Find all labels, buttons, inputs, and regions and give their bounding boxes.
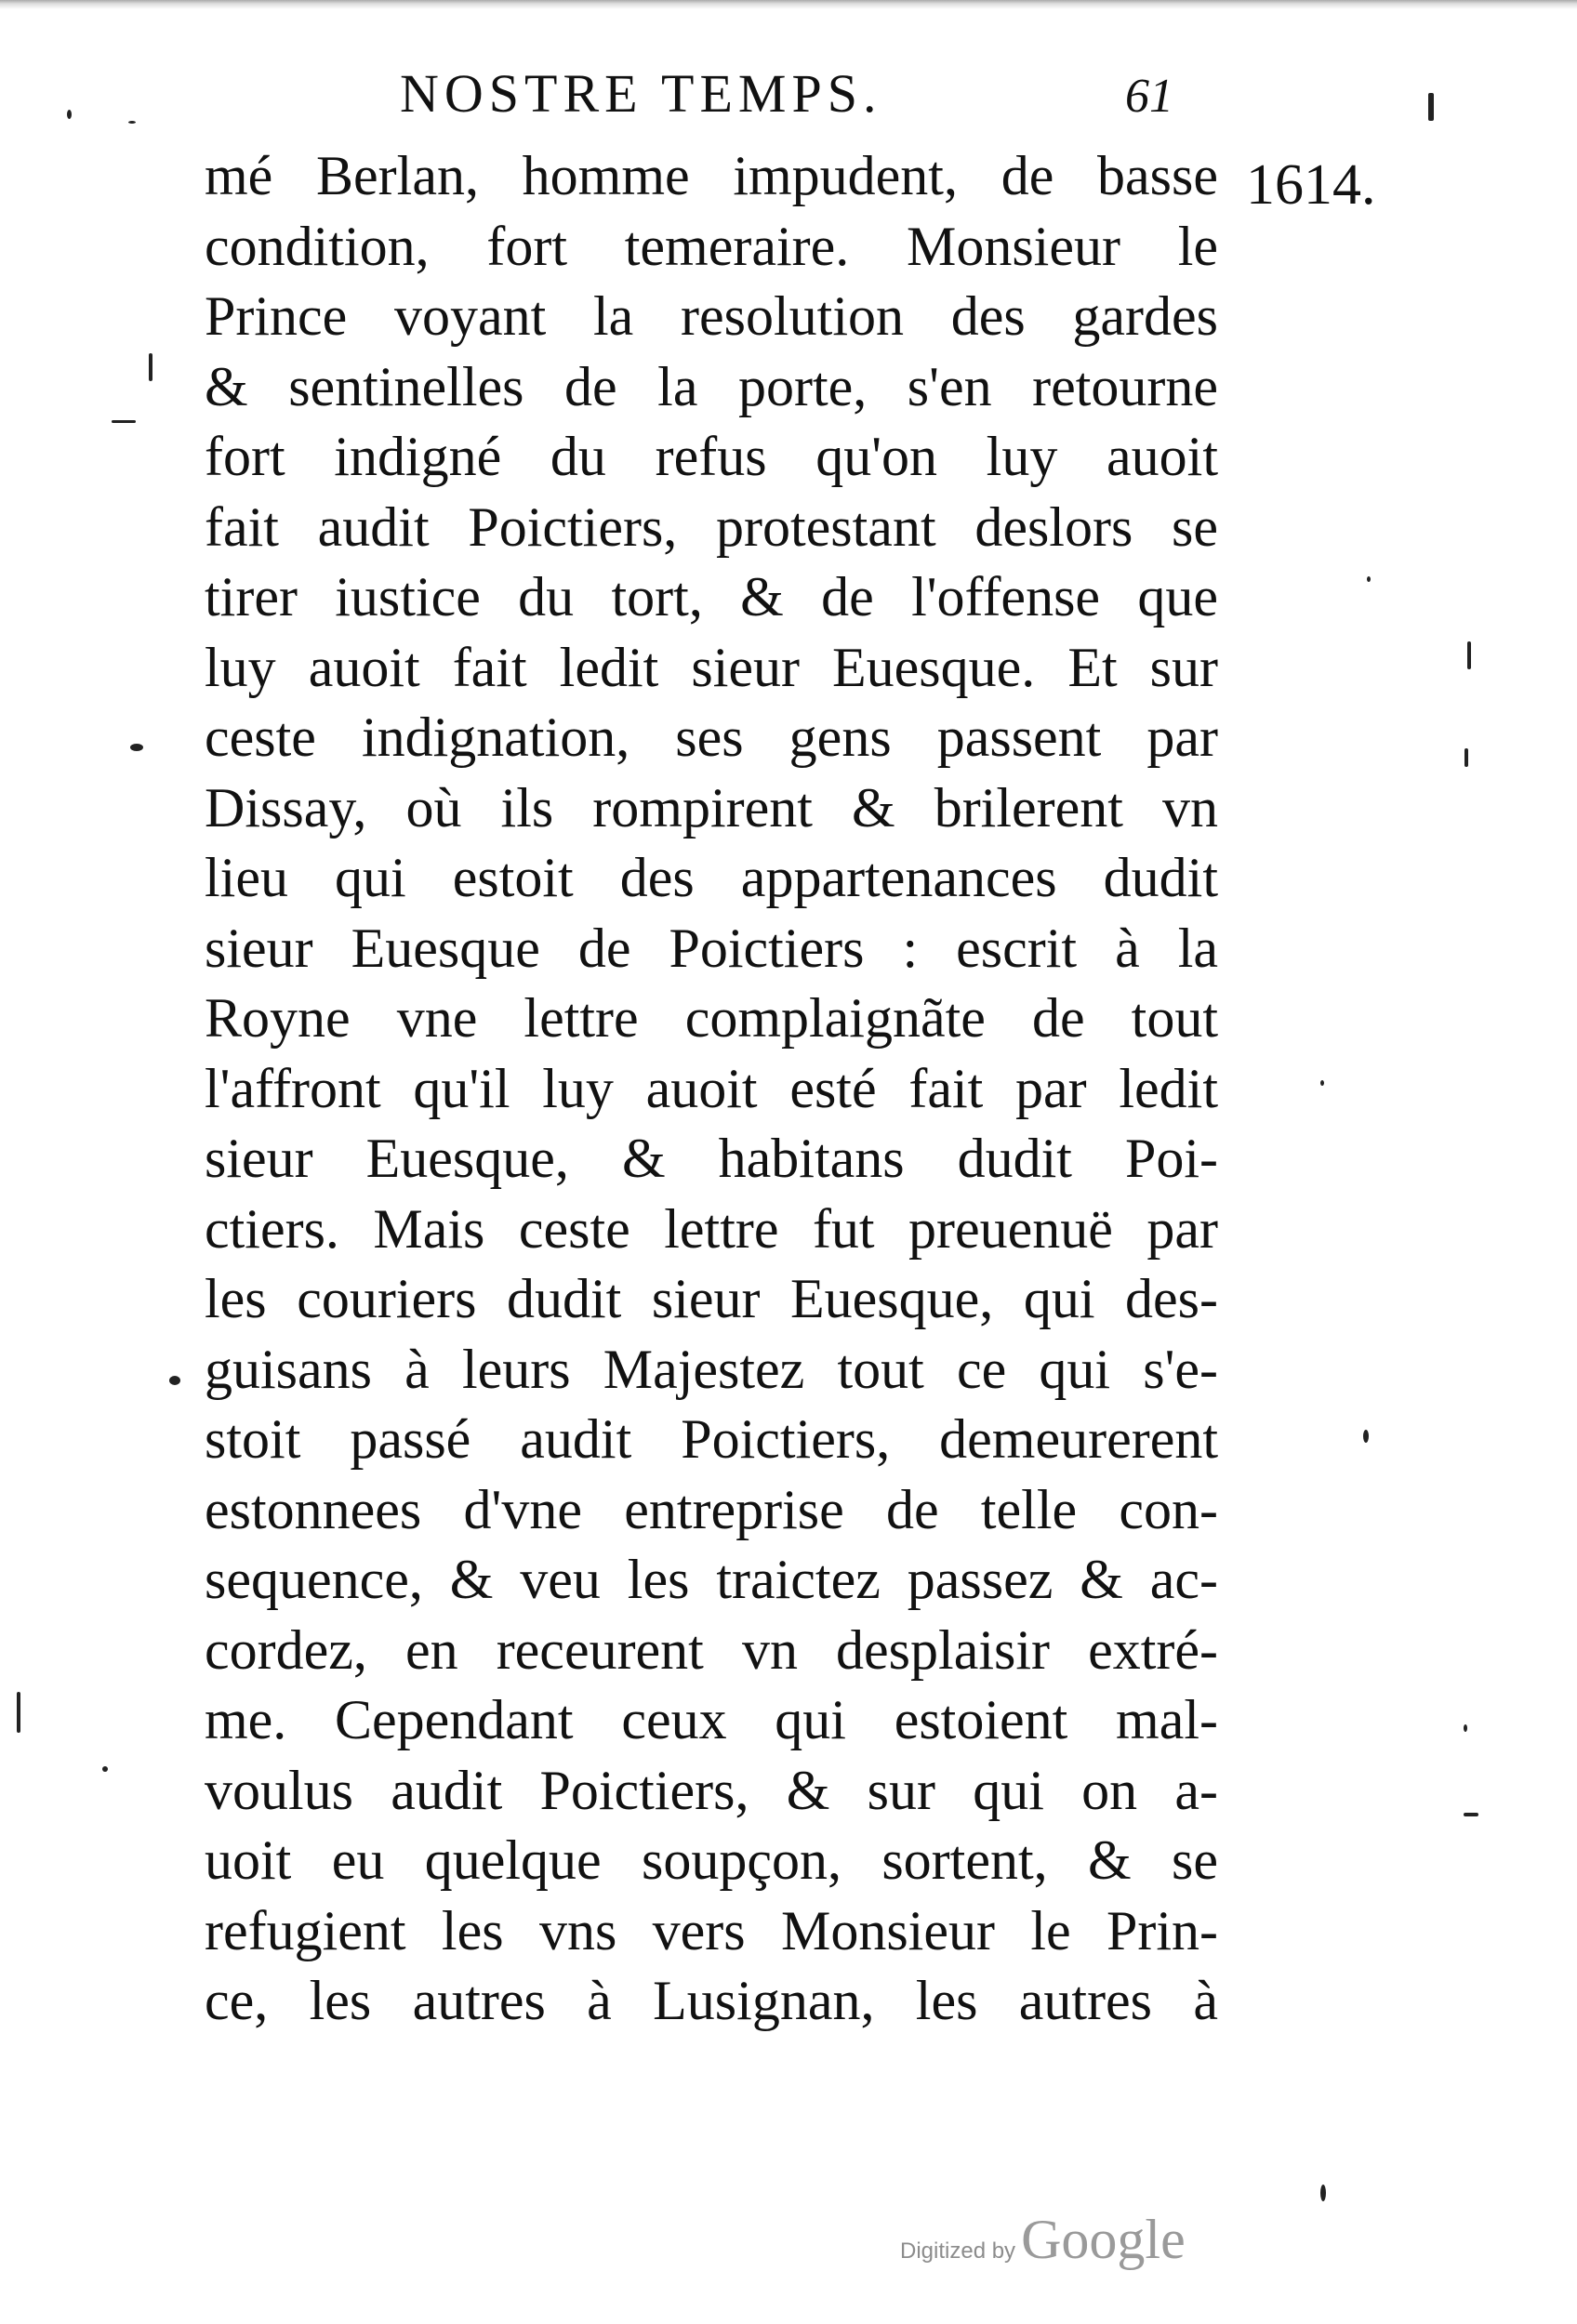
scan-speck [149,353,152,381]
margin-year-note: 1614. [1246,153,1376,217]
running-head: NOSTRE TEMPS. [400,63,882,124]
google-logo: Google [1021,2209,1186,2270]
text-line: luy auoit fait ledit sieur Euesque. Et sur [205,636,1218,698]
page-number: 61 [1125,70,1173,123]
text-line: sieur Euesque, & habitans dudit Poi- [205,1128,1218,1189]
scan-speck [112,420,136,423]
text-line: ceste indignation, ses gens passent par [205,706,1218,768]
scan-speck [17,1692,20,1733]
text-line: fort indigné du refus qu'on luy auoit [205,426,1218,487]
text-line: ctiers. Mais ceste lettre fut preuenuë par [205,1197,1218,1260]
text-line: Royne vne lettre complaignãte de tout [205,987,1218,1049]
scan-speck [169,1376,180,1385]
scan-speck [1464,1813,1478,1816]
scan-speck [1464,1724,1467,1732]
text-line: voulus audit Poictiers, & sur qui on a- [205,1759,1218,1821]
text-line: guisans à leurs Majestez tout ce qui s'e- [205,1338,1218,1400]
body-text [205,141,1218,2037]
watermark-prefix: Digitized by [900,2238,1016,2264]
text-line: fait audit Poictiers, protestant deslors se [205,495,1218,558]
text-line: lieu qui estoit des appartenances dudit [205,847,1218,908]
scan-speck [1467,641,1471,669]
text-line: Prince voyant la resolution des gardes [205,285,1218,347]
text-line: mé Berlan, homme impudent, de basse [205,145,1218,206]
text-line: uoit eu quelque soupçon, sortent, & se [205,1829,1218,1891]
text-line: sieur Euesque de Poictiers : escrit à la [205,917,1218,979]
scan-speck [1320,1080,1324,1086]
text-line: sequence, & veu les traictez passez & ac- [205,1549,1218,1610]
digitized-by-google-watermark [900,2208,1186,2272]
text-line: ce, les autres à Lusignan, les autres à [205,1970,1218,2031]
text-line: stoit passé audit Poictiers, demeurerent [205,1408,1218,1470]
text-line: estonnees d'vne entreprise de telle con- [205,1478,1218,1540]
text-line: les couriers dudit sieur Euesque, qui des- [205,1268,1218,1329]
text-line: me. Cependant ceux qui estoient mal- [205,1689,1218,1750]
page-top-edge [0,0,1577,9]
text-line: & sentinelles de la porte, s'en retourne [205,355,1218,417]
text-line: Dissay, où ils rompirent & brilerent vn [205,776,1218,838]
scan-speck [1367,576,1371,582]
text-line: l'affront qu'il luy auoit esté fait par ledit [205,1057,1218,1119]
scan-speck [1320,2185,1326,2201]
text-line: refugient les vns vers Monsieur le Prin- [205,1899,1218,1961]
scan-speck [130,744,143,751]
scan-speck [67,110,72,119]
text-line: cordez, en receurent vn desplaisir extré- [205,1618,1218,1681]
scan-speck [1428,93,1434,121]
scan-speck [102,1766,108,1772]
scan-speck [1363,1430,1369,1443]
scan-speck [128,121,136,124]
scan-speck [1464,748,1468,767]
text-line: condition, fort temeraire. Monsieur le [205,215,1218,277]
text-line: tirer iustice du tort, & de l'offense que [205,566,1218,627]
